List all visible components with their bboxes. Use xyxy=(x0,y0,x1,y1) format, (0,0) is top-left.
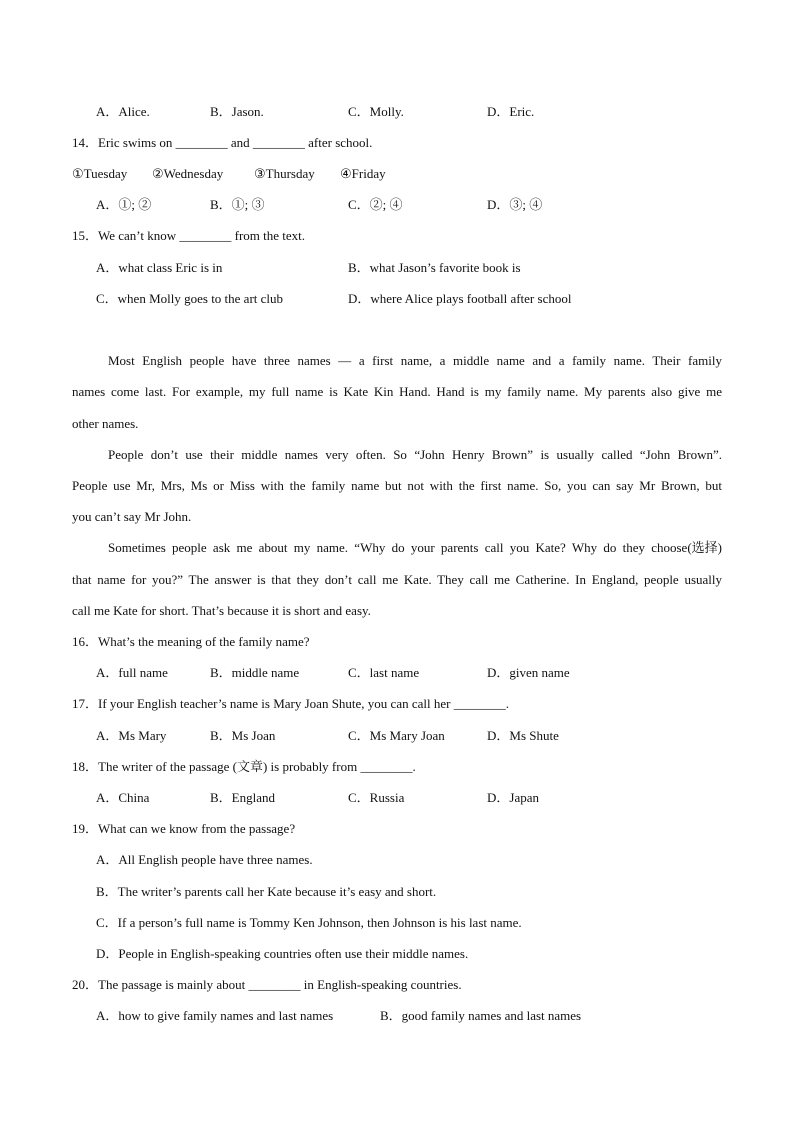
q15-option-c: C．when Molly goes to the art club xyxy=(96,291,284,306)
q19-option-c: C．If a person’s full name is Tommy Ken Johnson, then Johnson is his last name. xyxy=(96,915,522,930)
q20-option-a: A．how to give family names and last names xyxy=(96,1008,334,1023)
passage-p1-line1: Most English people have three names — a first name, a middle name and a family name. Their family xyxy=(108,353,722,368)
q19-option-b: B．The writer’s parents call her Kate because it’s easy and short. xyxy=(96,884,437,899)
q15-option-d: D．where Alice plays football after school xyxy=(348,291,572,306)
q19-option-d: D．People in English-speaking countries often use their middle names. xyxy=(96,946,469,961)
q14-option-b: B．①; ③ xyxy=(210,197,265,212)
q14-question: 14．Eric swims on ________ and ________ after school. xyxy=(72,135,373,150)
q18-option-c: C．Russia xyxy=(348,790,405,805)
q19-option-a: A．All English people have three names. xyxy=(96,852,313,867)
q17-question: 17．If your English teacher’s name is Mary Joan Shute, you can call her ________. xyxy=(72,696,509,711)
q16-option-c: C．last name xyxy=(348,665,420,680)
q16-question: 16．What’s the meaning of the family name? xyxy=(72,634,310,649)
q13-option-b: B．Jason. xyxy=(210,104,264,119)
q14-option-d: D．③; ④ xyxy=(487,197,543,212)
q17-option-d: D．Ms Shute xyxy=(487,728,559,743)
passage-p3-line1: Sometimes people ask me about my name. “Why do your parents call you Kate? Why do they choose(选择) xyxy=(108,540,722,555)
q17-option-a: A．Ms Mary xyxy=(96,728,167,743)
q14-option-a: A．①; ② xyxy=(96,197,152,212)
q17-option-c: C．Ms Mary Joan xyxy=(348,728,445,743)
passage-p2-line1: People don’t use their middle names very often. So “John Henry Brown” is usually called “John Brown”. xyxy=(108,447,722,462)
passage-p1-line3: other names. xyxy=(72,416,139,431)
passage-p1-line2: names come last. For example, my full name is Kate Kin Hand. Hand is my family name. My parents also give me xyxy=(72,384,722,399)
q14-option-c: C．②; ④ xyxy=(348,197,403,212)
passage-p2-line2: People use Mr, Mrs, Ms or Miss with the family name but not with the first name. So, you can say Mr Brown, but xyxy=(72,478,722,493)
q19-question: 19．What can we know from the passage? xyxy=(72,821,296,836)
q15-question: 15．We can’t know ________ from the text. xyxy=(72,228,306,243)
q14-day-3: ③Thursday xyxy=(254,166,315,181)
q18-question: 18．The writer of the passage (文章) is probably from ________. xyxy=(72,759,416,774)
q14-day-2: ②Wednesday xyxy=(152,166,224,181)
q14-day-1: ①Tuesday xyxy=(72,166,128,181)
q20-question: 20．The passage is mainly about ________ in English-speaking countries. xyxy=(72,977,462,992)
q16-option-d: D．given name xyxy=(487,665,570,680)
q18-option-b: B．England xyxy=(210,790,275,805)
q16-option-b: B．middle name xyxy=(210,665,300,680)
q14-day-4: ④Friday xyxy=(340,166,386,181)
q18-option-a: A．China xyxy=(96,790,150,805)
passage-p2-line3: you can’t say Mr John. xyxy=(72,509,192,524)
passage-p3-line2: that name for you?” The answer is that they don’t call me Kate. They call me Catherine. In England, people usually xyxy=(72,572,722,587)
q13-option-c: C．Molly. xyxy=(348,104,404,119)
q20-option-b: B．good family names and last names xyxy=(380,1008,582,1023)
passage-p3-line3: call me Kate for short. That’s because it is short and easy. xyxy=(72,603,371,618)
q17-option-b: B．Ms Joan xyxy=(210,728,276,743)
q15-option-b: B．what Jason’s favorite book is xyxy=(348,260,521,275)
q13-option-a: A．Alice. xyxy=(96,104,150,119)
q18-option-d: D．Japan xyxy=(487,790,539,805)
q13-option-d: D．Eric. xyxy=(487,104,535,119)
q15-option-a: A．what class Eric is in xyxy=(96,260,223,275)
q16-option-a: A．full name xyxy=(96,665,168,680)
